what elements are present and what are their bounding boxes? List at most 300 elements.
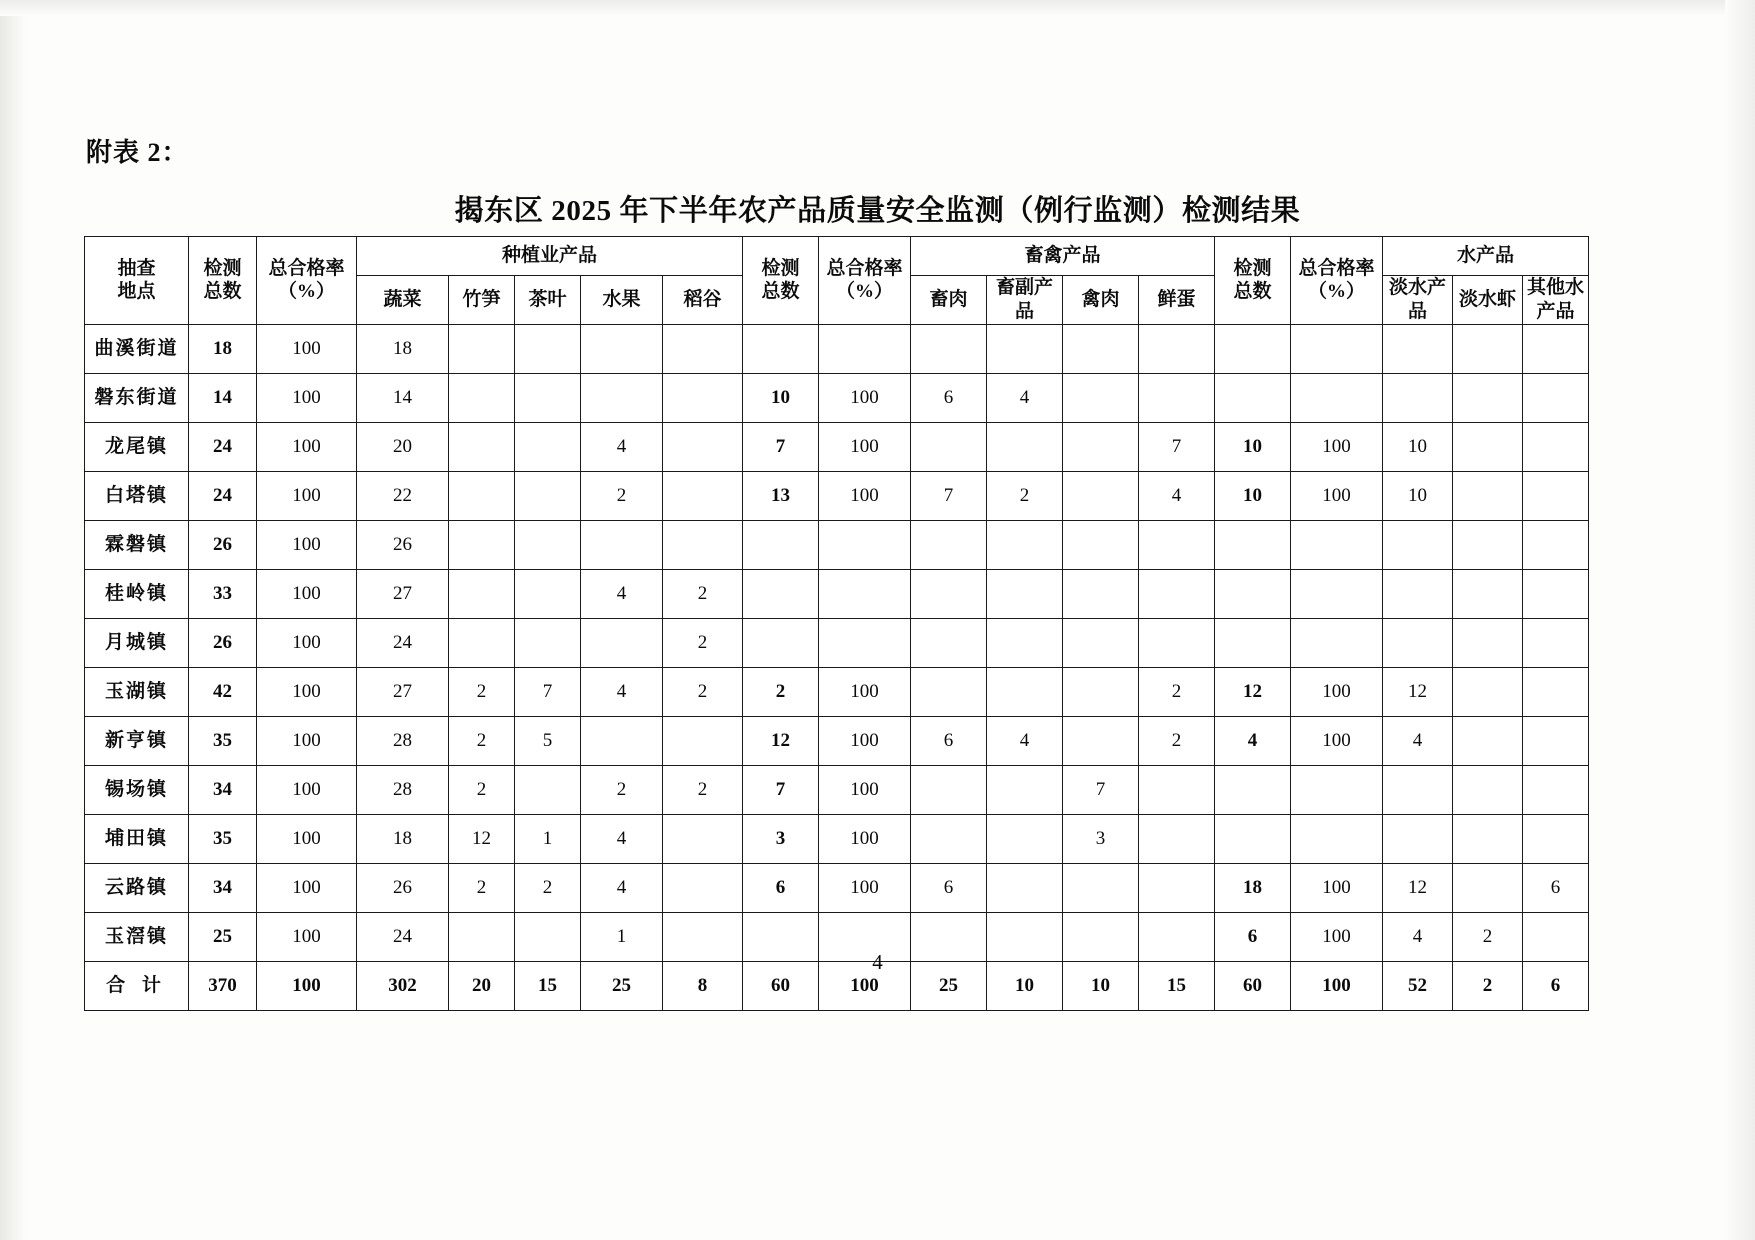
cell-rice [663, 716, 743, 765]
cell-livestock-rate: 100 [819, 716, 911, 765]
table-row [85, 814, 1589, 863]
header-livestock-total-line2: 总数 [761, 281, 800, 303]
cell-crop-total: 35 [189, 716, 257, 765]
cell-poultry-meat: 7 [1063, 765, 1139, 814]
header-sub-fruit: 水果 [581, 276, 663, 325]
cell-poultry-meat [1063, 716, 1139, 765]
cell-livestock-rate: 100 [819, 471, 911, 520]
table-row [85, 471, 1589, 520]
header-aquatic-rate [1291, 237, 1383, 325]
cell-poultry-meat: 10 [1063, 961, 1139, 1010]
cell-crop-rate: 100 [257, 667, 357, 716]
cell-rice [663, 422, 743, 471]
cell-vegetable: 22 [357, 471, 449, 520]
cell-livestock-meat: 6 [911, 863, 987, 912]
cell-vegetable: 26 [357, 520, 449, 569]
page-title: 揭东区 2025 年下半年农产品质量安全监测（例行监测）检测结果 [454, 195, 1301, 227]
cell-fresh-egg [1139, 765, 1215, 814]
cell-livestock-rate [819, 520, 911, 569]
cell-other-aquatic [1523, 618, 1589, 667]
cell-poultry-meat [1063, 373, 1139, 422]
cell-fruit: 4 [581, 422, 663, 471]
cell-other-aquatic [1523, 569, 1589, 618]
cell-rice [663, 471, 743, 520]
cell-fresh-egg [1139, 569, 1215, 618]
cell-other-aquatic [1523, 716, 1589, 765]
cell-fresh-egg [1139, 373, 1215, 422]
cell-tea [515, 373, 581, 422]
header-aquatic-total-line1: 检测 [1233, 257, 1272, 279]
cell-fresh-egg [1139, 863, 1215, 912]
cell-livestock-rate: 100 [819, 961, 911, 1010]
header-livestock-total-line1: 检测 [761, 257, 800, 279]
cell-aquatic-rate [1291, 569, 1383, 618]
header-sub-livestock-meat: 畜肉 [911, 276, 987, 325]
cell-tea: 1 [515, 814, 581, 863]
cell-freshwater-shrimp [1453, 667, 1523, 716]
cell-livestock-meat [911, 422, 987, 471]
cell-fresh-egg: 7 [1139, 422, 1215, 471]
cell-rice: 2 [663, 765, 743, 814]
cell-bamboo-shoot [449, 373, 515, 422]
header-aquatic-total-line2: 总数 [1233, 281, 1272, 303]
cell-tea [515, 471, 581, 520]
cell-livestock-byproduct [987, 422, 1063, 471]
cell-rice [663, 520, 743, 569]
table-row [85, 324, 1589, 373]
table-row [85, 569, 1589, 618]
cell-freshwater-product [1383, 324, 1453, 373]
cell-fruit [581, 373, 663, 422]
header-sub-fresh-egg: 鲜蛋 [1139, 276, 1215, 325]
cell-livestock-rate [819, 569, 911, 618]
header-place-line1: 抽查 [117, 257, 156, 279]
cell-livestock-total [743, 324, 819, 373]
cell-freshwater-product: 12 [1383, 863, 1453, 912]
cell-fresh-egg: 15 [1139, 961, 1215, 1010]
cell-rice [663, 814, 743, 863]
cell-livestock-byproduct [987, 618, 1063, 667]
cell-livestock-total [743, 520, 819, 569]
cell-other-aquatic [1523, 373, 1589, 422]
cell-fresh-egg [1139, 324, 1215, 373]
table-row [85, 765, 1589, 814]
header-sub-poultry-meat: 禽肉 [1063, 276, 1139, 325]
cell-poultry-meat: 3 [1063, 814, 1139, 863]
cell-freshwater-product: 10 [1383, 422, 1453, 471]
cell-aquatic-rate: 100 [1291, 422, 1383, 471]
cell-livestock-total: 60 [743, 961, 819, 1010]
cell-freshwater-shrimp [1453, 863, 1523, 912]
cell-aquatic-rate: 100 [1291, 961, 1383, 1010]
cell-freshwater-shrimp: 2 [1453, 961, 1523, 1010]
cell-livestock-byproduct: 2 [987, 471, 1063, 520]
cell-freshwater-product [1383, 765, 1453, 814]
header-livestock-rate-line1: 总合格率 [826, 257, 903, 279]
cell-livestock-total: 10 [743, 373, 819, 422]
cell-aquatic-rate [1291, 814, 1383, 863]
header-crop-rate [257, 237, 357, 325]
cell-freshwater-product [1383, 373, 1453, 422]
cell-rice: 8 [663, 961, 743, 1010]
table-row [85, 520, 1589, 569]
cell-crop-rate: 100 [257, 422, 357, 471]
header-row-group [85, 237, 1589, 276]
cell-bamboo-shoot: 12 [449, 814, 515, 863]
cell-poultry-meat [1063, 471, 1139, 520]
cell-vegetable: 18 [357, 324, 449, 373]
cell-rice [663, 863, 743, 912]
cell-vegetable: 302 [357, 961, 449, 1010]
cell-livestock-byproduct [987, 569, 1063, 618]
cell-fruit: 2 [581, 471, 663, 520]
table-row [85, 863, 1589, 912]
cell-other-aquatic [1523, 471, 1589, 520]
cell-place: 霖磐镇 [85, 520, 189, 569]
cell-freshwater-product [1383, 569, 1453, 618]
cell-freshwater-shrimp [1453, 422, 1523, 471]
header-group-crop: 种植业产品 [357, 237, 743, 276]
cell-fruit [581, 324, 663, 373]
cell-aquatic-rate: 100 [1291, 863, 1383, 912]
cell-bamboo-shoot [449, 471, 515, 520]
table-row [85, 716, 1589, 765]
cell-crop-total: 33 [189, 569, 257, 618]
header-livestock-rate-line2: （%） [835, 281, 893, 303]
cell-livestock-meat [911, 814, 987, 863]
cell-crop-rate: 100 [257, 765, 357, 814]
cell-crop-total: 35 [189, 814, 257, 863]
cell-fresh-egg: 4 [1139, 471, 1215, 520]
cell-livestock-byproduct: 4 [987, 716, 1063, 765]
cell-crop-total: 42 [189, 667, 257, 716]
cell-freshwater-shrimp [1453, 569, 1523, 618]
scan-edge-right [1725, 0, 1755, 1240]
cell-livestock-total [743, 618, 819, 667]
cell-tea [515, 569, 581, 618]
cell-other-aquatic [1523, 324, 1589, 373]
cell-poultry-meat [1063, 520, 1139, 569]
cell-crop-rate: 100 [257, 569, 357, 618]
header-sub-freshwater-product: 淡水产品 [1383, 276, 1453, 325]
cell-livestock-byproduct [987, 667, 1063, 716]
cell-livestock-byproduct: 10 [987, 961, 1063, 1010]
cell-livestock-byproduct [987, 324, 1063, 373]
cell-bamboo-shoot [449, 422, 515, 471]
cell-bamboo-shoot: 2 [449, 667, 515, 716]
cell-aquatic-rate [1291, 373, 1383, 422]
cell-vegetable: 27 [357, 667, 449, 716]
cell-livestock-byproduct [987, 863, 1063, 912]
cell-place: 新亨镇 [85, 716, 189, 765]
monitoring-results-table [84, 236, 1589, 1011]
cell-aquatic-rate [1291, 618, 1383, 667]
cell-crop-rate: 100 [257, 471, 357, 520]
cell-livestock-total: 13 [743, 471, 819, 520]
cell-other-aquatic [1523, 520, 1589, 569]
header-sub-bamboo-shoot: 竹笋 [449, 276, 515, 325]
header-crop-total-line1: 检测 [203, 257, 242, 279]
cell-tea [515, 520, 581, 569]
header-crop-rate-line2: （%） [277, 281, 335, 303]
cell-aquatic-total: 10 [1215, 422, 1291, 471]
cell-livestock-meat [911, 569, 987, 618]
cell-livestock-rate [819, 618, 911, 667]
cell-fresh-egg [1139, 814, 1215, 863]
cell-bamboo-shoot [449, 618, 515, 667]
cell-livestock-rate: 100 [819, 667, 911, 716]
cell-aquatic-rate: 100 [1291, 912, 1383, 961]
cell-crop-total: 26 [189, 618, 257, 667]
cell-freshwater-shrimp [1453, 373, 1523, 422]
cell-aquatic-rate: 100 [1291, 716, 1383, 765]
cell-fruit: 2 [581, 765, 663, 814]
cell-crop-total: 370 [189, 961, 257, 1010]
cell-freshwater-shrimp [1453, 471, 1523, 520]
cell-aquatic-total: 4 [1215, 716, 1291, 765]
cell-rice: 2 [663, 667, 743, 716]
cell-fruit: 4 [581, 667, 663, 716]
cell-crop-total: 24 [189, 422, 257, 471]
cell-livestock-total: 7 [743, 422, 819, 471]
cell-freshwater-shrimp [1453, 765, 1523, 814]
header-sub-livestock-byproduct: 畜副产品 [987, 276, 1063, 325]
header-place-line2: 地点 [117, 281, 156, 303]
header-place [85, 237, 189, 325]
cell-freshwater-product [1383, 618, 1453, 667]
cell-aquatic-rate: 100 [1291, 667, 1383, 716]
cell-place: 合 计 [85, 961, 189, 1010]
header-sub-vegetable: 蔬菜 [357, 276, 449, 325]
attachment-label: 附表 2： [86, 138, 189, 167]
cell-fresh-egg: 2 [1139, 716, 1215, 765]
cell-livestock-meat [911, 765, 987, 814]
cell-place: 月城镇 [85, 618, 189, 667]
cell-freshwater-shrimp [1453, 520, 1523, 569]
cell-crop-rate: 100 [257, 912, 357, 961]
cell-freshwater-product: 10 [1383, 471, 1453, 520]
cell-fruit [581, 618, 663, 667]
cell-freshwater-product [1383, 814, 1453, 863]
cell-place: 云路镇 [85, 863, 189, 912]
scan-edge-top [0, 0, 1755, 16]
cell-livestock-total: 2 [743, 667, 819, 716]
cell-fresh-egg [1139, 618, 1215, 667]
cell-livestock-total: 7 [743, 765, 819, 814]
header-crop-total [189, 237, 257, 325]
cell-place: 玉湖镇 [85, 667, 189, 716]
cell-place: 龙尾镇 [85, 422, 189, 471]
cell-crop-total: 34 [189, 765, 257, 814]
cell-vegetable: 28 [357, 716, 449, 765]
cell-aquatic-total: 18 [1215, 863, 1291, 912]
cell-crop-rate: 100 [257, 716, 357, 765]
cell-aquatic-total [1215, 324, 1291, 373]
cell-bamboo-shoot [449, 520, 515, 569]
cell-crop-rate: 100 [257, 961, 357, 1010]
cell-livestock-rate: 100 [819, 373, 911, 422]
cell-crop-rate: 100 [257, 863, 357, 912]
cell-tea: 7 [515, 667, 581, 716]
cell-freshwater-shrimp [1453, 716, 1523, 765]
cell-rice: 2 [663, 618, 743, 667]
cell-poultry-meat [1063, 667, 1139, 716]
cell-bamboo-shoot: 2 [449, 863, 515, 912]
cell-livestock-byproduct [987, 814, 1063, 863]
cell-crop-rate: 100 [257, 373, 357, 422]
cell-livestock-meat: 25 [911, 961, 987, 1010]
cell-freshwater-product: 4 [1383, 912, 1453, 961]
cell-freshwater-shrimp [1453, 324, 1523, 373]
cell-fruit [581, 520, 663, 569]
cell-livestock-meat: 6 [911, 716, 987, 765]
cell-livestock-meat: 7 [911, 471, 987, 520]
cell-crop-total: 34 [189, 863, 257, 912]
cell-vegetable: 20 [357, 422, 449, 471]
cell-freshwater-product: 52 [1383, 961, 1453, 1010]
cell-fruit: 4 [581, 863, 663, 912]
cell-poultry-meat [1063, 863, 1139, 912]
cell-poultry-meat [1063, 324, 1139, 373]
cell-tea: 2 [515, 863, 581, 912]
cell-tea [515, 324, 581, 373]
cell-tea [515, 422, 581, 471]
cell-rice [663, 373, 743, 422]
cell-freshwater-shrimp [1453, 814, 1523, 863]
cell-vegetable: 14 [357, 373, 449, 422]
cell-livestock-total: 12 [743, 716, 819, 765]
cell-crop-total: 24 [189, 471, 257, 520]
cell-tea: 5 [515, 716, 581, 765]
cell-rice: 2 [663, 569, 743, 618]
header-livestock-rate [819, 237, 911, 325]
cell-place: 白塔镇 [85, 471, 189, 520]
cell-bamboo-shoot [449, 324, 515, 373]
table-row [85, 618, 1589, 667]
header-group-aquatic: 水产品 [1383, 237, 1589, 276]
cell-other-aquatic [1523, 814, 1589, 863]
cell-rice [663, 324, 743, 373]
cell-poultry-meat [1063, 618, 1139, 667]
cell-livestock-rate: 100 [819, 814, 911, 863]
cell-livestock-meat [911, 667, 987, 716]
table-header [85, 237, 1589, 325]
cell-vegetable: 24 [357, 618, 449, 667]
cell-livestock-rate: 100 [819, 863, 911, 912]
cell-bamboo-shoot: 20 [449, 961, 515, 1010]
header-aquatic-rate-line1: 总合格率 [1298, 257, 1375, 279]
page-number: 4 [872, 950, 883, 974]
cell-crop-rate: 100 [257, 324, 357, 373]
cell-other-aquatic: 6 [1523, 863, 1589, 912]
table-row [85, 373, 1589, 422]
cell-aquatic-total [1215, 814, 1291, 863]
cell-aquatic-total [1215, 520, 1291, 569]
cell-other-aquatic [1523, 667, 1589, 716]
header-group-livestock: 畜禽产品 [911, 237, 1215, 276]
cell-crop-total: 26 [189, 520, 257, 569]
header-crop-total-line2: 总数 [203, 281, 242, 303]
cell-tea [515, 618, 581, 667]
scan-edge-left [0, 0, 26, 1240]
cell-livestock-byproduct: 4 [987, 373, 1063, 422]
cell-aquatic-rate [1291, 324, 1383, 373]
cell-aquatic-total: 6 [1215, 912, 1291, 961]
cell-livestock-total [743, 569, 819, 618]
cell-livestock-rate: 100 [819, 765, 911, 814]
header-sub-other-aquatic: 其他水产品 [1523, 276, 1589, 325]
cell-tea [515, 765, 581, 814]
cell-crop-total: 25 [189, 912, 257, 961]
cell-place: 磐东街道 [85, 373, 189, 422]
cell-aquatic-total [1215, 373, 1291, 422]
cell-bamboo-shoot [449, 569, 515, 618]
cell-place: 锡场镇 [85, 765, 189, 814]
cell-aquatic-total [1215, 569, 1291, 618]
header-sub-tea: 茶叶 [515, 276, 581, 325]
cell-freshwater-product [1383, 520, 1453, 569]
cell-livestock-rate [819, 324, 911, 373]
cell-aquatic-total: 12 [1215, 667, 1291, 716]
table-row [85, 667, 1589, 716]
cell-other-aquatic [1523, 422, 1589, 471]
results-table-wrapper [84, 236, 1585, 1011]
cell-fresh-egg: 2 [1139, 667, 1215, 716]
cell-aquatic-total: 10 [1215, 471, 1291, 520]
cell-livestock-total: 3 [743, 814, 819, 863]
cell-livestock-byproduct [987, 765, 1063, 814]
cell-livestock-meat [911, 520, 987, 569]
cell-livestock-meat [911, 618, 987, 667]
cell-aquatic-total [1215, 618, 1291, 667]
cell-crop-total: 14 [189, 373, 257, 422]
header-aquatic-rate-line2: （%） [1308, 281, 1366, 303]
cell-bamboo-shoot: 2 [449, 716, 515, 765]
cell-fruit [581, 716, 663, 765]
cell-freshwater-shrimp: 2 [1453, 912, 1523, 961]
cell-place: 埔田镇 [85, 814, 189, 863]
header-livestock-total [743, 237, 819, 325]
cell-vegetable: 18 [357, 814, 449, 863]
cell-aquatic-rate: 100 [1291, 471, 1383, 520]
cell-vegetable: 24 [357, 912, 449, 961]
cell-freshwater-product: 4 [1383, 716, 1453, 765]
cell-crop-rate: 100 [257, 814, 357, 863]
header-crop-rate-line1: 总合格率 [268, 257, 345, 279]
cell-poultry-meat [1063, 569, 1139, 618]
cell-freshwater-shrimp [1453, 618, 1523, 667]
cell-aquatic-rate [1291, 520, 1383, 569]
cell-fresh-egg [1139, 520, 1215, 569]
header-sub-rice: 稻谷 [663, 276, 743, 325]
cell-vegetable: 28 [357, 765, 449, 814]
cell-freshwater-product: 12 [1383, 667, 1453, 716]
cell-aquatic-total [1215, 765, 1291, 814]
cell-livestock-meat: 6 [911, 373, 987, 422]
cell-fruit: 4 [581, 814, 663, 863]
cell-aquatic-rate [1291, 765, 1383, 814]
cell-aquatic-total: 60 [1215, 961, 1291, 1010]
table-row [85, 422, 1589, 471]
cell-livestock-meat [911, 324, 987, 373]
cell-other-aquatic: 6 [1523, 961, 1589, 1010]
table-body [85, 324, 1589, 1010]
cell-crop-rate: 100 [257, 618, 357, 667]
cell-livestock-byproduct [987, 520, 1063, 569]
cell-bamboo-shoot: 2 [449, 765, 515, 814]
cell-crop-rate: 100 [257, 520, 357, 569]
cell-tea: 15 [515, 961, 581, 1010]
